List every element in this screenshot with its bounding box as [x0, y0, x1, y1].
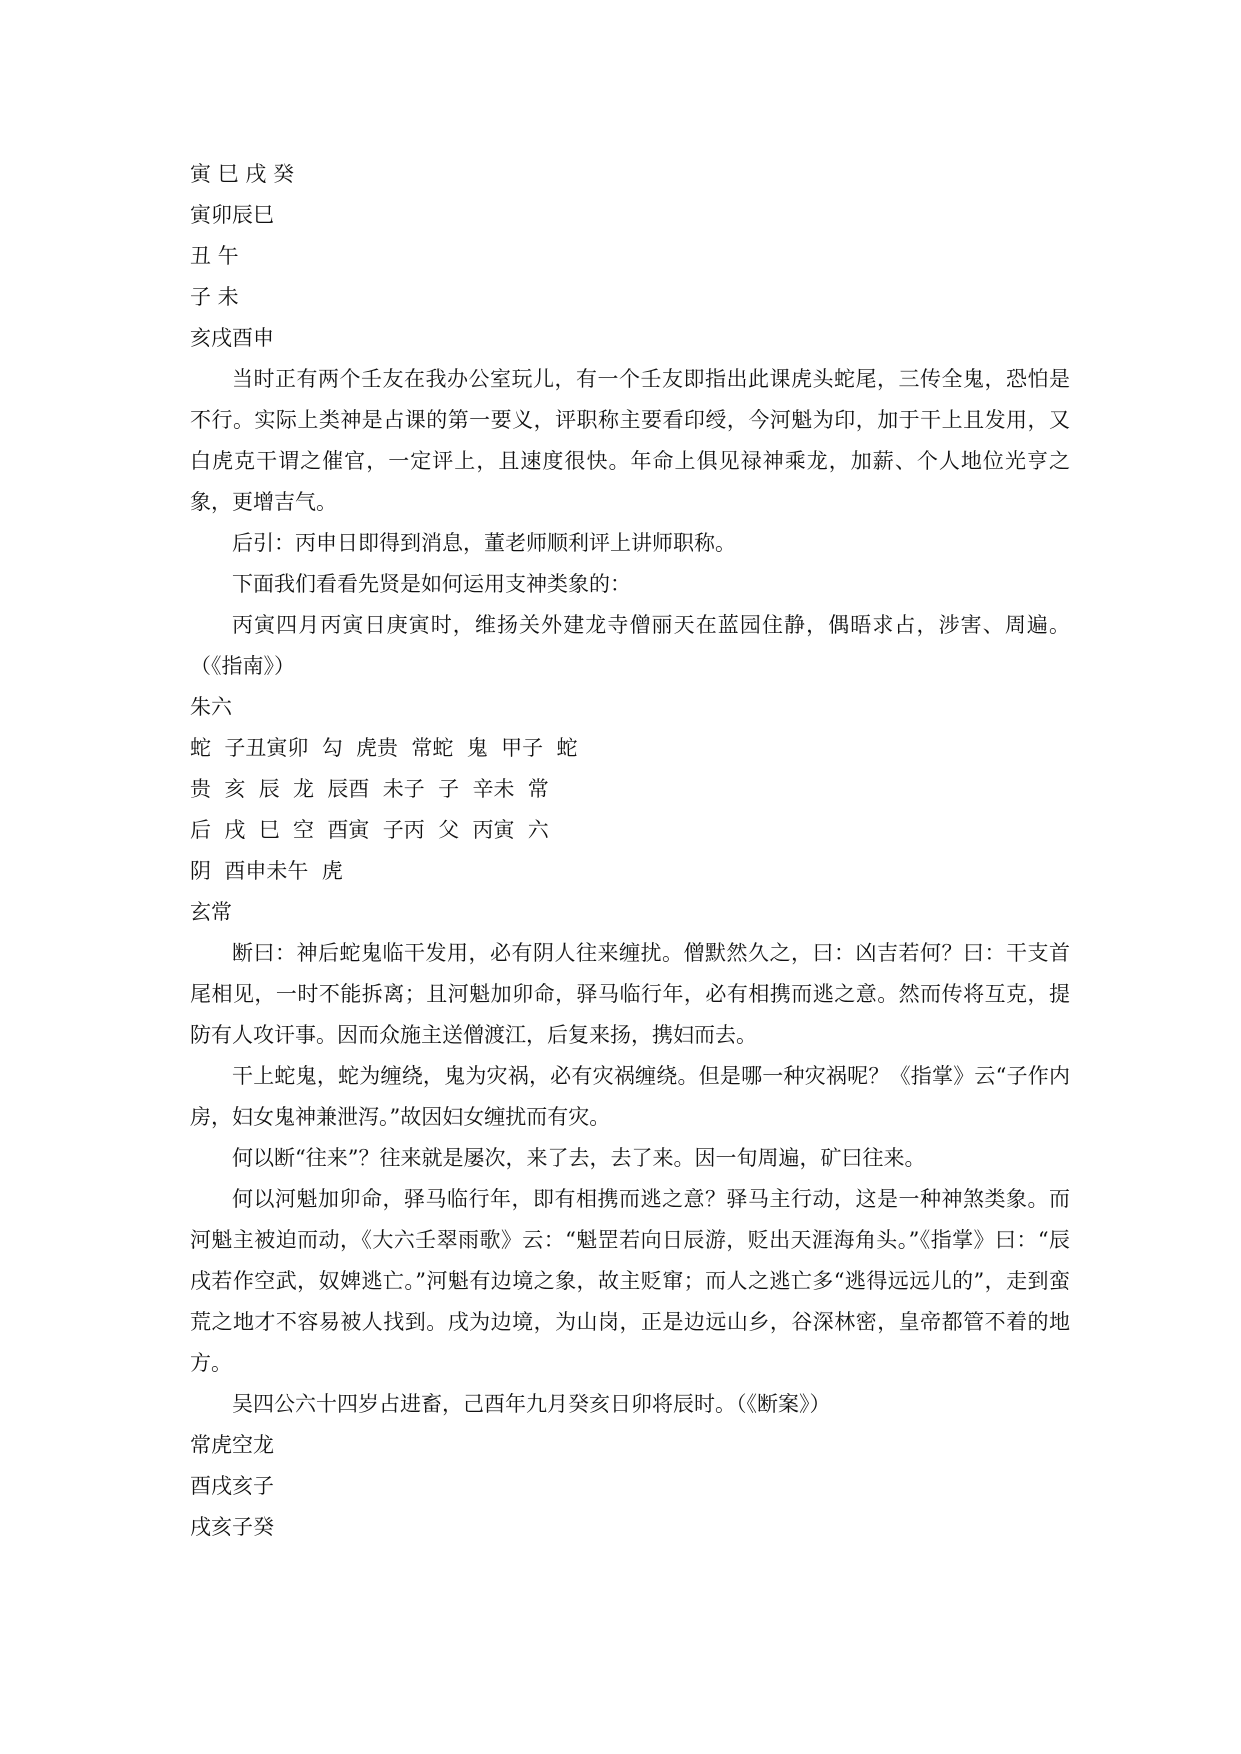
text-line: 酉戌亥子	[190, 1474, 274, 1498]
paragraph: 何以断“往来”？往来就是屡次，来了去，去了来。因一旬周遍，矿曰往来。	[232, 1146, 926, 1170]
text-line: 亥戌酉申	[190, 326, 274, 350]
paragraph: 下面我们看看先贤是如何运用支神类象的：	[232, 572, 631, 596]
document-page	[190, 154, 1070, 1548]
text-line: 丑 午	[190, 244, 239, 268]
text-line: 玄常	[190, 900, 232, 924]
text-line: 寅 巳 戌 癸	[190, 162, 295, 186]
text-line: 蛇 子丑寅卯 勾 虎贵 常蛇 鬼 甲子 蛇	[190, 736, 578, 760]
paragraph: 干上蛇鬼，蛇为缠绕，鬼为灾祸，必有灾祸缠绕。但是哪一种灾祸呢？《指掌》云“子作内房，妇女鬼神兼泄泻。”故因妇女缠扰而有灾。	[190, 1064, 1070, 1129]
paragraph: 吴四公六十四岁占进畜，己酉年九月癸亥日卯将辰时。（《断案》）	[232, 1392, 831, 1416]
paragraph: 后引：丙申日即得到消息，董老师顺利评上讲师职称。	[232, 531, 736, 555]
paragraph: 何以河魁加卯命，驿马临行年，即有相携而逃之意？驿马主行动，这是一种神煞类象。而河魁主被迫而动，《大六壬翠雨歌》云：“魁罡若向日辰游，贬出天涯海角头。”《指掌》曰：“辰戌若作空武，奴婢逃亡。”河魁有边境之象，故主贬窜；而人之逃亡多“逃得远远儿的”，走到蛮荒之地才不容易被人找到。戌为边境，为山岗，正是边远山乡，谷深林密，皇帝都管不着的地方。	[190, 1187, 1070, 1375]
paragraph: 当时正有两个壬友在我办公室玩儿，有一个壬友即指出此课虎头蛇尾，三传全鬼，恐怕是不行。实际上类神是占课的第一要义，评职称主要看印绶，今河魁为印，加于干上且发用，又白虎克干谓之催官，一定评上，且速度很快。年命上俱见禄神乘龙，加薪、个人地位光亨之象，更增吉气。	[190, 367, 1070, 514]
paragraph: 断曰：神后蛇鬼临干发用，必有阴人往来缠扰。僧默然久之，曰：凶吉若何？曰：干支首尾相见，一时不能拆离；且河魁加卯命，驿马临行年，必有相携而逃之意。然而传将互克，提防有人攻讦事。因而众施主送僧渡江，后复来扬，携妇而去。	[190, 941, 1070, 1047]
text-line: 子 未	[190, 285, 239, 309]
text-line: 阴 酉申未午 虎	[190, 859, 343, 883]
paragraph: 丙寅四月丙寅日庚寅时，维扬关外建龙寺僧丽天在蓝园住静，偶晤求占，涉害、周遍。（《指南》）	[190, 613, 1070, 678]
text-line: 朱六	[190, 695, 232, 719]
text-line: 常虎空龙	[190, 1433, 274, 1457]
text-line: 后 戌 巳 空 酉寅 子丙 父 丙寅 六	[190, 818, 549, 842]
text-line: 贵 亥 辰 龙 辰酉 未子 子 辛未 常	[190, 777, 549, 801]
text-line: 寅卯辰巳	[190, 203, 274, 227]
text-line: 戌亥子癸	[190, 1515, 274, 1539]
